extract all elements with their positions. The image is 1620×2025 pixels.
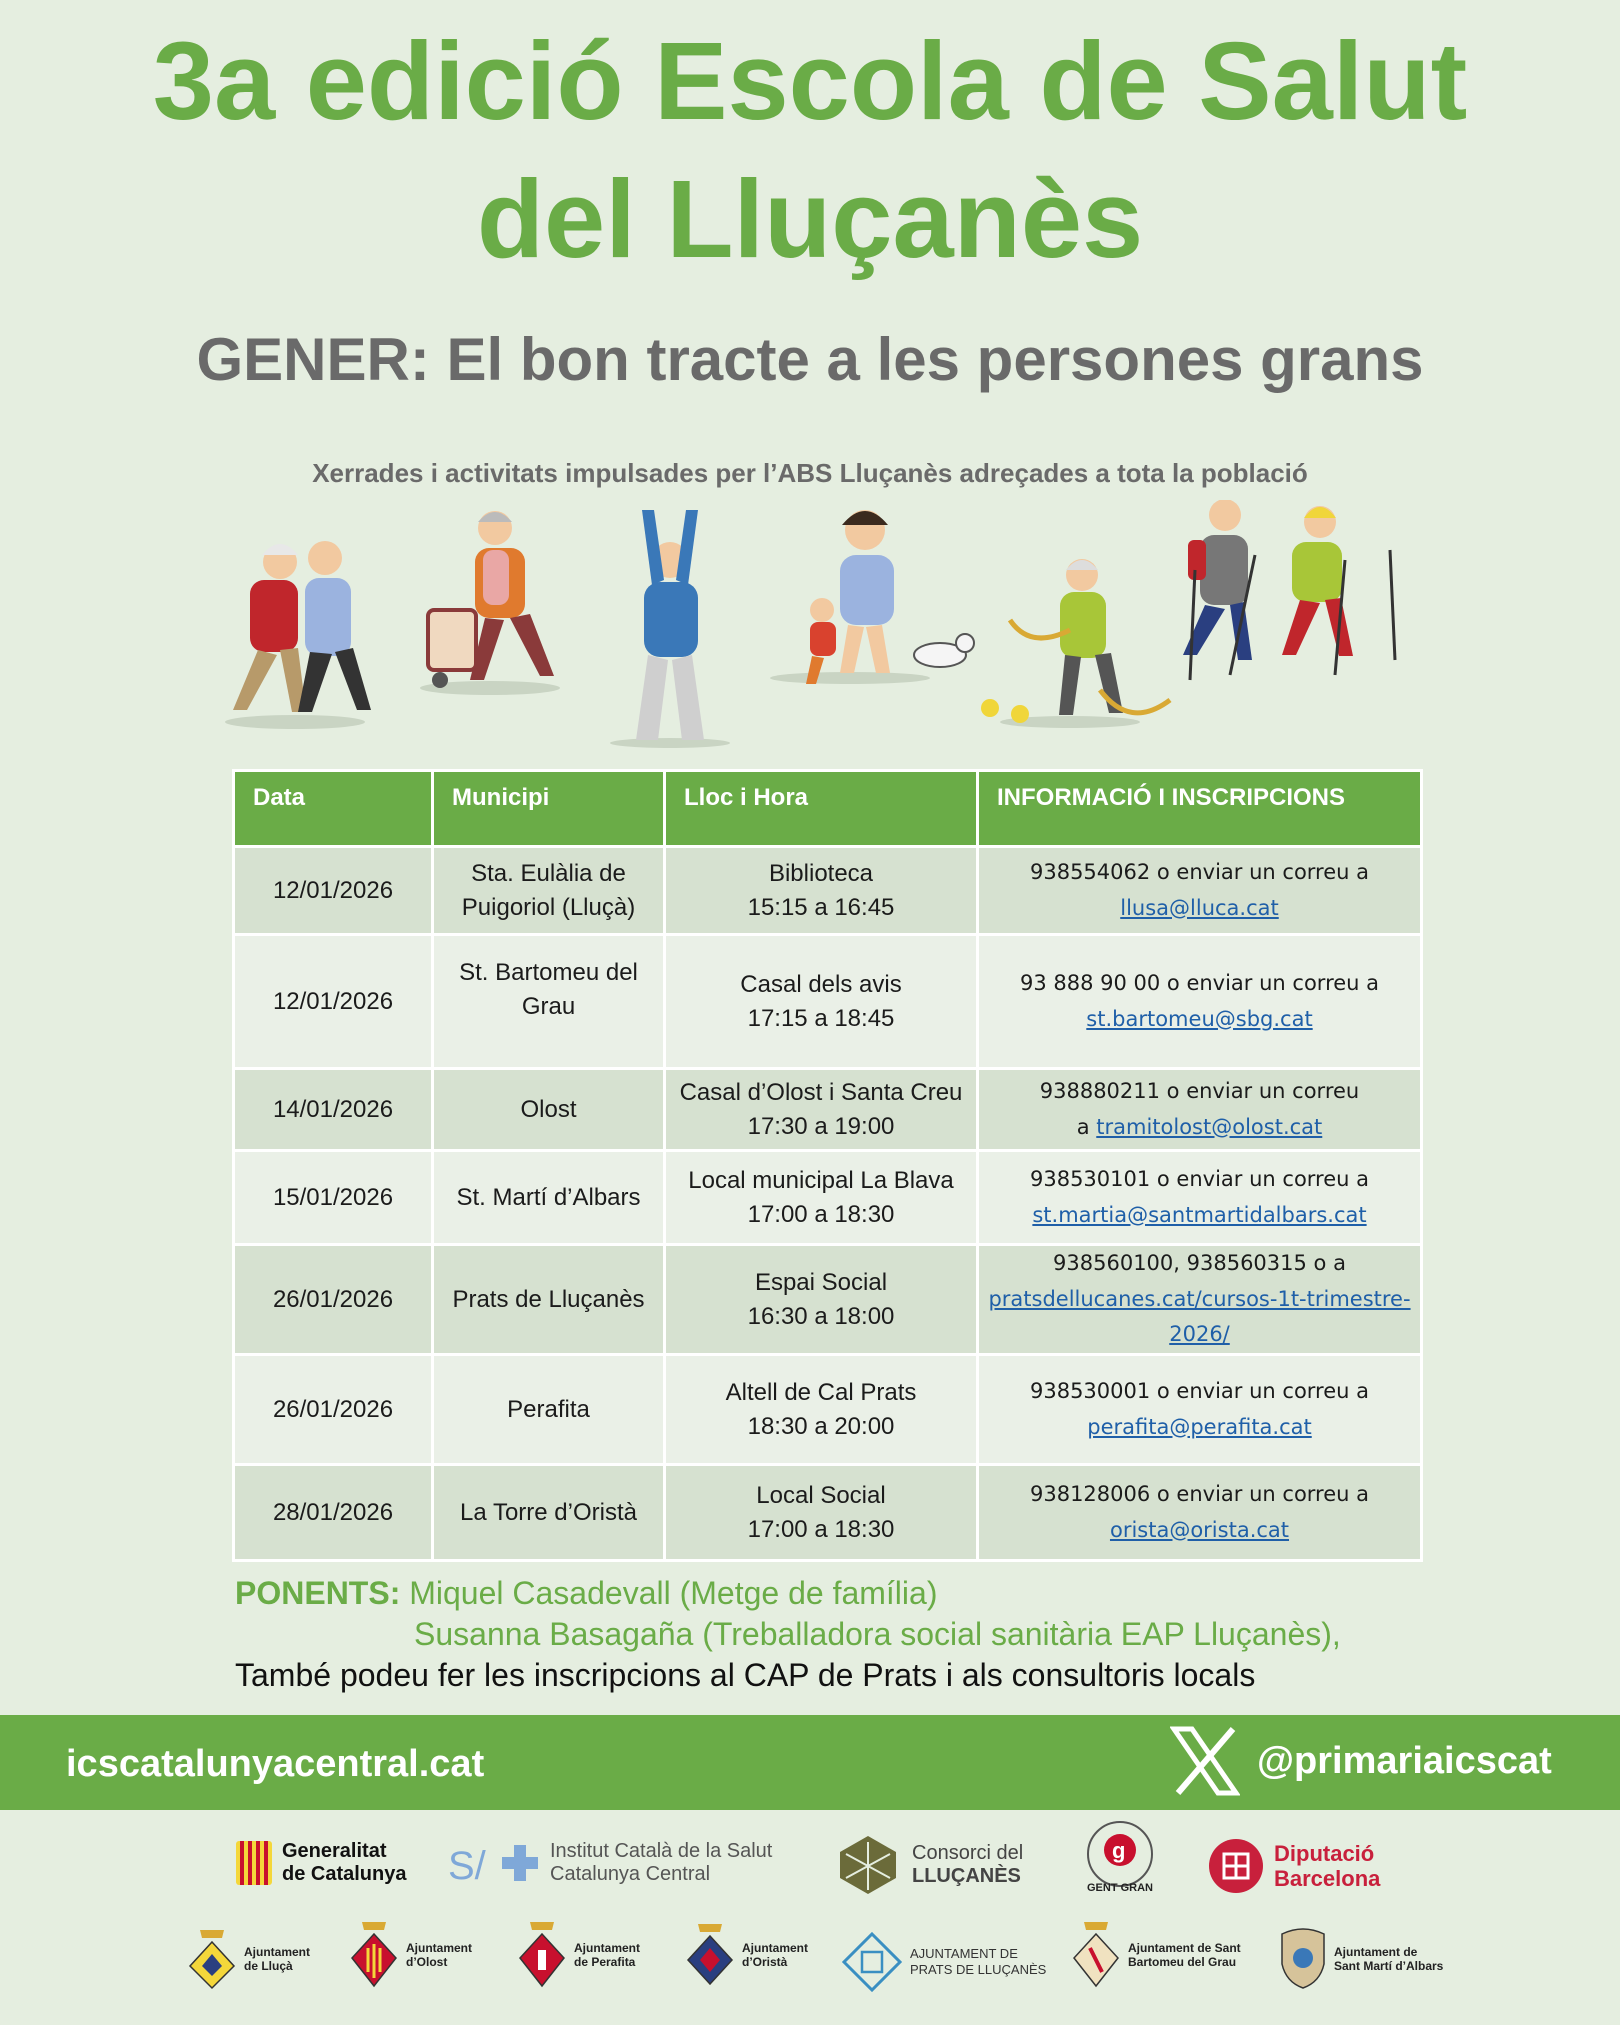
perafita-shield-icon: [516, 1920, 568, 1990]
man-stretching-icon: [610, 510, 730, 748]
row-lloc-hora: Altell de Cal Prats 18:30 a 20:00: [665, 1355, 978, 1465]
title-line-1: 3a edició Escola de Salut: [152, 20, 1468, 143]
x-logo-icon[interactable]: [1170, 1725, 1240, 1797]
gent-gran-logo: g GENT GRAN: [1085, 1820, 1155, 1895]
row-lloc-hora: Local Social 17:00 a 18:30: [665, 1465, 978, 1561]
ics-cross-icon: [448, 1841, 542, 1885]
intro-text: Xerrades i activitats impulsades per l’ABS Lluçanès adreçades a tota la població: [312, 458, 1308, 488]
sant-bartomeu-shield-icon: [1070, 1920, 1122, 1990]
email-link[interactable]: st.bartomeu@sbg.cat: [1086, 1006, 1313, 1031]
header-lloc-hora: Lloc i Hora: [665, 771, 978, 847]
gent-gran-badge-icon: [1085, 1820, 1155, 1888]
olost-shield-icon: [348, 1920, 400, 1990]
row-lloc-hora: Biblioteca 15:15 a 16:45: [665, 847, 978, 935]
man-watering-icon: [981, 559, 1170, 728]
ajuntament-lluca-logo: Ajuntament de Lluçà: [186, 1928, 310, 1990]
sponsor-logos: [0, 1810, 1620, 2025]
row-info: 938554062 o enviar un correu a llusa@lluca.cat: [978, 847, 1422, 935]
row-municipi: Perafita: [433, 1355, 665, 1465]
email-link[interactable]: tramitolost@olost.cat: [1096, 1114, 1323, 1139]
row-municipi: Sta. Eulàlia de Puigoriol (Lluçà): [433, 847, 665, 935]
speaker-2: Susanna Basagaña (Treballadora social sanitària EAP Lluçanès),: [414, 1616, 1341, 1652]
row-info: 938530001 o enviar un correu a perafita@perafita.cat: [978, 1355, 1422, 1465]
table-row: [234, 1069, 1422, 1151]
registration-note: També podeu fer les inscripcions al CAP de Prats i als consultoris locals: [235, 1657, 1256, 1693]
subtitle: GENER: El bon tracte a les persones grans: [196, 326, 1424, 393]
ajuntament-sant-bartomeu-logo: Ajuntament de Sant Bartomeu del Grau: [1070, 1920, 1241, 1990]
consorci-leaf-icon: [836, 1834, 900, 1896]
title-line-2: del Lluçanès: [476, 158, 1144, 281]
row-date: 15/01/2026: [234, 1151, 433, 1245]
senyera-icon: [236, 1841, 272, 1885]
table-header-row: [234, 771, 1422, 847]
table-row: [234, 1355, 1422, 1465]
row-info: 938880211 o enviar un correu a tramitolost@olost.cat: [978, 1069, 1422, 1151]
row-municipi: St. Martí d’Albars: [433, 1151, 665, 1245]
row-lloc-hora: Espai Social 16:30 a 18:00: [665, 1245, 978, 1355]
row-lloc-hora: Casal dels avis 17:15 a 18:45: [665, 935, 978, 1069]
ajuntament-sant-marti-logo: Ajuntament de Sant Martí d’Albars: [1278, 1928, 1443, 1990]
ics-logo: S/ Institut Català de la Salut Catalunya Central: [448, 1840, 772, 1886]
ajuntament-perafita-logo: Ajuntament de Perafita: [516, 1920, 640, 1990]
email-link[interactable]: perafita@perafita.cat: [1087, 1414, 1312, 1439]
email-link[interactable]: orista@orista.cat: [1109, 1517, 1290, 1542]
nordic-walkers-icon: [1183, 500, 1395, 680]
footer-bar: [0, 1715, 1620, 1810]
row-municipi: Olost: [433, 1069, 665, 1151]
woman-with-trolley-icon: [420, 511, 560, 695]
diputacio-barcelona-logo: Diputació Barcelona: [1208, 1838, 1380, 1894]
woman-child-dog-icon: [770, 510, 974, 684]
ajuntament-olost-logo: Ajuntament d’Olost: [348, 1920, 472, 1990]
row-info: 938560100, 938560315 o a pratsdellucanes.cat/cursos-1t-trimestre- 2026/: [978, 1245, 1422, 1355]
generalitat-logo: Generalitat de Catalunya: [236, 1840, 406, 1886]
row-info: 938530101 o enviar un correu a st.martia@santmartidalbars.cat: [978, 1151, 1422, 1245]
table-row: [234, 1151, 1422, 1245]
row-date: 26/01/2026: [234, 1245, 433, 1355]
svg-text:g: g: [1112, 1838, 1126, 1863]
email-link[interactable]: st.martia@santmartidalbars.cat: [1032, 1202, 1367, 1227]
row-lloc-hora: Local municipal La Blava 17:00 a 18:30: [665, 1151, 978, 1245]
web-link-cont[interactable]: 2026/: [1169, 1322, 1230, 1347]
header-municipi: Municipi: [433, 771, 665, 847]
email-link[interactable]: llusa@lluca.cat: [1120, 895, 1279, 920]
speaker-1: Miquel Casadevall (Metge de família): [409, 1575, 938, 1611]
table-row: [234, 1245, 1422, 1355]
table-row: [234, 847, 1422, 935]
row-info: 93 888 90 00 o enviar un correu a st.bartomeu@sbg.cat: [978, 935, 1422, 1069]
ponents-label: PONENTS:: [235, 1575, 401, 1611]
walking-couple-icon: [225, 541, 371, 729]
row-municipi: La Torre d’Oristà: [433, 1465, 665, 1561]
schedule-table: [232, 769, 1423, 1562]
header-data: Data: [234, 771, 433, 847]
ponents-line-1: [235, 1577, 937, 1609]
elderly-people-illustration: [200, 500, 1430, 750]
row-date: 26/01/2026: [234, 1355, 433, 1465]
orista-shield-icon: [684, 1922, 736, 1988]
row-lloc-hora: Casal d’Olost i Santa Creu 17:30 a 19:00: [665, 1069, 978, 1151]
table-row: [234, 935, 1422, 1069]
web-link[interactable]: pratsdellucanes.cat/cursos-1t-trimestre-: [988, 1286, 1411, 1311]
svg-text:S/: S/: [448, 1844, 486, 1885]
row-municipi: St. Bartomeu del Grau: [433, 935, 665, 1069]
sant-marti-shield-icon: [1278, 1928, 1328, 1990]
ajuntament-prats-logo: AJUNTAMENT DE PRATS DE LLUÇANÈS: [842, 1932, 1046, 1992]
ajuntament-orista-logo: Ajuntament d’Oristà: [684, 1922, 808, 1988]
header-informacio: INFORMACIÓ I INSCRIPCIONS: [978, 771, 1422, 847]
row-date: 14/01/2026: [234, 1069, 433, 1151]
lluca-shield-icon: [186, 1928, 238, 1990]
consorci-lluçanes-logo: Consorci del LLUÇANÈS: [836, 1834, 1023, 1896]
row-municipi: Prats de Lluçanès: [433, 1245, 665, 1355]
table-row: [234, 1465, 1422, 1561]
row-date: 28/01/2026: [234, 1465, 433, 1561]
row-date: 12/01/2026: [234, 935, 433, 1069]
social-handle[interactable]: @primariaicscat: [1257, 1740, 1552, 1782]
prats-emblem-icon: [842, 1932, 902, 1992]
diputacio-emblem-icon: [1208, 1838, 1264, 1894]
row-date: 12/01/2026: [234, 847, 433, 935]
website-link[interactable]: icscatalunyacentral.cat: [66, 1743, 485, 1785]
row-info: 938128006 o enviar un correu a orista@orista.cat: [978, 1465, 1422, 1561]
